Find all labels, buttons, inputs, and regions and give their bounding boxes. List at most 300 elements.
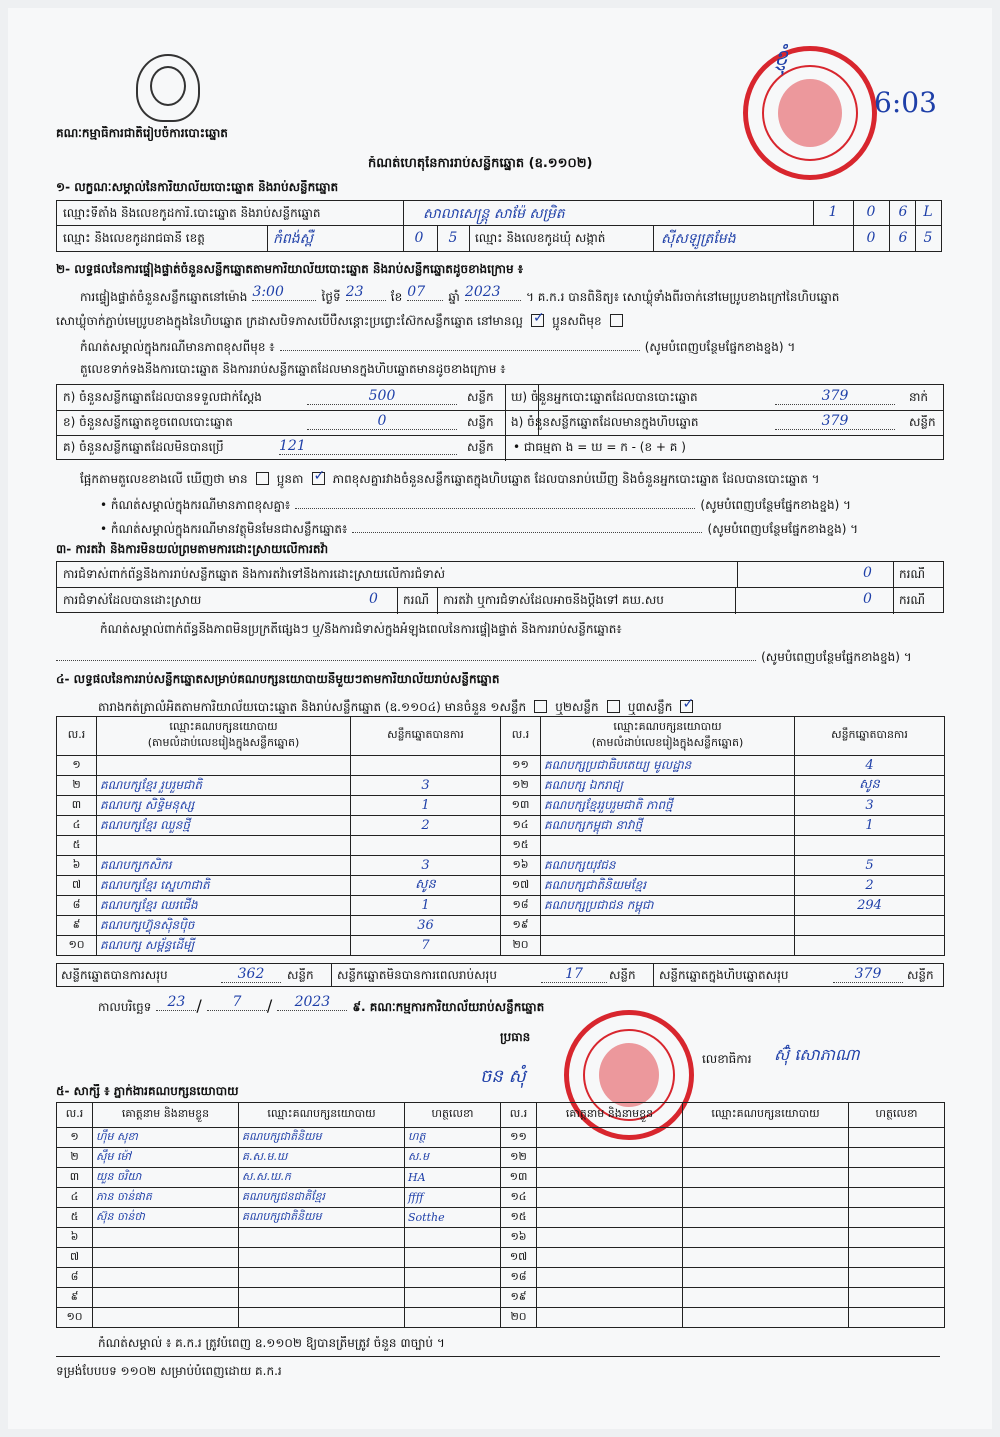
witness-party <box>239 1288 405 1308</box>
witness-name: ហ៊ឹម សុខា <box>93 1128 239 1148</box>
commune-value: ស៊ីសឡូត្រមែង <box>661 231 736 247</box>
party-votes <box>351 756 501 776</box>
party-votes: 1 <box>351 796 501 816</box>
witness-name <box>93 1308 239 1328</box>
seal-check-line <box>56 310 946 328</box>
commune-code-digit: 6 <box>898 230 908 246</box>
col-party: ឈ្មោះគណបក្សនយោបាយ <box>239 1103 405 1128</box>
table-row <box>57 1208 501 1228</box>
province-value: កំពង់ស្ពឺ <box>273 231 313 247</box>
totals-row <box>56 963 944 987</box>
table-row <box>501 1308 945 1328</box>
unit-label: នាក់ <box>909 390 929 404</box>
month-label: ខែ <box>390 290 403 304</box>
handwritten-time: 6:03 <box>874 86 937 119</box>
counts-table <box>56 384 944 460</box>
party-votes: 36 <box>351 916 501 936</box>
votes-table-left <box>56 716 501 956</box>
unit-label: សន្លឹក <box>609 968 636 982</box>
row-number: ៦ <box>57 1228 93 1248</box>
spoiled-label: ខ) ចំនួនសន្លឹកឆ្នោតខូចពេលបោះឆ្នោត <box>63 415 233 429</box>
witness-party: គ.ស.ម.ឃ <box>239 1148 405 1168</box>
note-intact-label: កំណត់សម្គាល់ក្នុងករណីមានភាពខុសពីមុខ ៖ <box>80 340 275 354</box>
office-value: សាលាសេន្រ្តុ សាម៉ែ សម្រិត <box>423 206 565 222</box>
compare-text: ផ្អែកតាមតួលេខខាងលើ ឃើញថា មាន <box>80 472 248 486</box>
party-name: គណបក្សខ្មែររួបរួមជាតិ ភាពថ្មី <box>541 796 795 816</box>
note-diff-line <box>100 494 950 510</box>
row-number: ៧ <box>57 876 97 896</box>
party-name: គណបក្សកម្ពុជា នាវាថ្មី <box>541 816 795 836</box>
witness-party <box>683 1268 849 1288</box>
resolved-label: ការជំទាស់ដែលបានដោះស្រាយ <box>63 593 202 607</box>
row-number: ១២ <box>501 776 541 796</box>
verification-text: ការផ្ទៀងផ្ទាត់ចំនួនសន្លឹកឆ្នោតនៅម៉ោង <box>80 290 248 304</box>
complaints-label: ការជំទាស់ពាក់ព័ន្ធនឹងការរាប់សន្លឹកឆ្នោត និងការតវ៉ាទៅនឹងការដោះស្រាយលើការជំទាស់ <box>63 567 446 581</box>
note-diff-label: • កំណត់សម្គាល់ក្នុងករណីមានភាពខុសគ្នា៖ <box>100 498 291 512</box>
numbers-intro: តួលេខទាក់ទងនឹងការបោះឆ្នោត និងការរាប់សន្លឹកឆ្នោតដែលមានក្នុងហិបឆ្នោតមានដូចខាងក្រោម ៖ <box>80 362 506 376</box>
voters-label: ឃ) ចំនួនអ្នកបោះឆ្នោតដែលបានបោះឆ្នោត <box>511 390 698 404</box>
sheets-3-checkbox[interactable]: ✓ <box>682 696 695 712</box>
table-row <box>501 816 945 836</box>
sheets-2-checkbox[interactable] <box>607 700 620 713</box>
in-box-value: 379 <box>775 413 895 430</box>
col-no: ល.រ <box>57 717 97 756</box>
witness-signature <box>849 1228 945 1248</box>
col-party-sub: (តាមលំដាប់លេខរៀងក្នុងសន្លឹកឆ្នោត) <box>147 736 300 749</box>
table-row <box>501 896 945 916</box>
table-row <box>57 1288 501 1308</box>
date-year: 2023 <box>277 994 347 1011</box>
office-code-digit: 0 <box>866 204 876 220</box>
equal-label: ប្អូនតា <box>276 472 304 486</box>
case-unit: ករណី <box>403 593 430 607</box>
col-name: គោត្តនាម និងនាមខ្លួន <box>93 1103 239 1128</box>
chair-signature: ចន សុំ <box>480 1066 526 1087</box>
row-number: ៨ <box>57 1268 93 1288</box>
table-row <box>501 1248 945 1268</box>
col-party-sub: (តាមលំដាប់លេខរៀងក្នុងសន្លឹកឆ្នោត) <box>591 736 744 749</box>
witness-table-right <box>500 1102 945 1328</box>
unused-value: 121 <box>279 438 457 455</box>
unit-label: សន្លឹក <box>467 440 494 454</box>
table-row <box>501 776 945 796</box>
office-row <box>56 200 942 226</box>
party-votes: 4 <box>795 756 945 776</box>
party-votes <box>795 836 945 856</box>
complaints-value: 0 <box>863 565 872 581</box>
verification-text-tail: ។ គ.ក.រ បានពិនិត្យ៖ សោឃ្លុំទាំងពីរចាក់នៅមេប្រូបខាងក្រៅនៃហិបឆ្នោត <box>526 290 840 304</box>
table-row <box>501 1188 945 1208</box>
table-row <box>57 1148 501 1168</box>
unresolved-label: ការតវ៉ា ឬការជំទាស់ដែលអាចនឹងប្តឹងទៅ គឃ.សប <box>443 593 664 607</box>
complaints-table <box>56 561 944 613</box>
party-votes: 1 <box>351 896 501 916</box>
row-number: ១១ <box>501 1128 537 1148</box>
witness-signature <box>849 1168 945 1188</box>
unit-label: សន្លឹក <box>909 415 936 429</box>
form-sheet <box>8 8 992 1429</box>
office-code-digit: 1 <box>828 204 838 220</box>
row-number: ៨ <box>57 896 97 916</box>
nec-emblem-icon <box>136 54 200 122</box>
year-label: ឆ្នាំ <box>448 290 460 304</box>
date-label: កាលបរិច្ឆេទ <box>98 1000 152 1014</box>
equal-checkbox[interactable] <box>256 472 269 485</box>
witness-party <box>683 1128 849 1148</box>
row-number: ២ <box>57 776 97 796</box>
witness-name: ភាន ចាន់ផាត <box>93 1188 239 1208</box>
table-row <box>57 756 501 776</box>
fill-hint: (សូមបំពេញបន្ថែមផ្នែកខាងខ្នង) ។ <box>707 522 859 536</box>
row-number: ១៦ <box>501 1228 537 1248</box>
party-votes: សូន <box>351 876 501 896</box>
row-number: ១៤ <box>501 1188 537 1208</box>
party-name <box>541 836 795 856</box>
row-number: ១១ <box>501 756 541 776</box>
in-box-label: ង) ចំនួនសន្លឹកឆ្នោតដែលមានក្នុងហិបឆ្នោត <box>511 415 699 429</box>
party-name: គណបក្សកសិករ <box>97 856 351 876</box>
table-row <box>57 1268 501 1288</box>
witness-party <box>683 1308 849 1328</box>
section3-note-line <box>56 646 946 662</box>
row-number: ១៧ <box>501 1248 537 1268</box>
table-row <box>501 1128 945 1148</box>
section3-note: កំណត់សម្គាល់ពាក់ព័ន្ធនឹងភាពមិនប្រក្រតីផ្សេងៗ ឬ/និងការជំទាស់ក្នុងអំឡុងពេលនៃការផ្ទៀងផ្ទាត់ និងការរាប់សន្លឹកឆ្នោត៖ <box>100 622 622 636</box>
spoiled-value: 0 <box>307 413 457 430</box>
col-party-title: ឈ្មោះគណបក្សនយោបាយ <box>169 720 278 733</box>
party-votes: 5 <box>795 856 945 876</box>
row-number: ៧ <box>57 1248 93 1268</box>
table-row <box>501 1148 945 1168</box>
witness-party: ស.ស.ឃ.ក <box>239 1168 405 1188</box>
section2-title: ២- លទ្ធផលនៃការផ្ទៀងផ្ទាត់ចំនួនសន្លឹកឆ្នោតតាមការិយាល័យបោះឆ្នោត និងរាប់សន្លឹកឆ្នោតដូចខាងក្រោម ៖ <box>56 262 524 276</box>
org-name: គណៈកម្មាធិការជាតិរៀបចំការបោះឆ្នោត <box>56 126 228 140</box>
witness-signature <box>849 1248 945 1268</box>
verification-line <box>80 284 950 302</box>
intact-option-label: ប្អូនសពិមុខ <box>552 314 602 328</box>
witness-party: គណបក្សជាតិនិយម <box>239 1208 405 1228</box>
row-number: ១៨ <box>501 1268 537 1288</box>
table-row <box>501 1288 945 1308</box>
total-valid-value: 362 <box>221 966 281 983</box>
table-row <box>57 1128 501 1148</box>
form-footer: ទម្រង់បែបបទ ១១០២ សម្រាប់បំពេញដោយ គ.ក.រ <box>56 1364 282 1378</box>
witness-party <box>683 1228 849 1248</box>
witness-name <box>537 1308 683 1328</box>
party-votes <box>795 936 945 956</box>
witness-signature <box>405 1268 501 1288</box>
case-unit: ករណី <box>899 567 926 581</box>
unit-label: សន្លឹក <box>907 968 934 982</box>
witness-signature: HA <box>405 1168 501 1188</box>
row-number: ៤ <box>57 1188 93 1208</box>
handwritten-initials: ខ្ញុំ <box>774 46 788 71</box>
party-name <box>97 756 351 776</box>
table-row <box>501 856 945 876</box>
witness-name <box>93 1228 239 1248</box>
party-name: គណបក្សប្រជាធិបតេយ្យ មូលដ្ឋាន <box>541 756 795 776</box>
witness-party <box>683 1188 849 1208</box>
voters-value: 379 <box>775 388 895 405</box>
party-name: គណបក្សខ្មែរ ឈួនថ្មី <box>97 816 351 836</box>
witness-party <box>239 1268 405 1288</box>
total-invalid-label: សន្លឹកឆ្នោតមិនបានការពេលរាប់សរុប <box>337 968 497 982</box>
witness-signature: ស.ម <box>405 1148 501 1168</box>
col-party: ឈ្មោះគណបក្សនយោបាយ <box>683 1103 849 1128</box>
party-name <box>97 836 351 856</box>
witness-name <box>537 1128 683 1148</box>
fill-hint: (សូមបំពេញបន្ថែមផ្នែកខាងខ្នង) ។ <box>644 340 796 354</box>
received-value: 500 <box>307 388 457 405</box>
unit-label: សន្លឹក <box>467 390 494 404</box>
votes-table-right <box>500 716 945 956</box>
footer-divider <box>56 1356 940 1357</box>
party-votes: 3 <box>351 856 501 876</box>
row-number: ៤ <box>57 816 97 836</box>
party-name: គណបក្សខ្មែរ រួបរួមជាតិ <box>97 776 351 796</box>
party-votes: 2 <box>795 876 945 896</box>
secretary-label: លេខាធិការ <box>702 1052 752 1066</box>
party-votes: 1 <box>795 816 945 836</box>
witness-name <box>93 1288 239 1308</box>
witness-name <box>537 1268 683 1288</box>
witness-party: គណបក្សជាតិនិយម <box>239 1128 405 1148</box>
party-name: គណបក្សខ្មែរ ឈរជើង <box>97 896 351 916</box>
unused-label: គ) ចំនួនសន្លឹកឆ្នោតដែលមិនបានប្រើ <box>63 440 224 454</box>
table-row <box>501 916 945 936</box>
sheets-1-checkbox[interactable] <box>534 700 547 713</box>
day-label: ថ្ងៃទី <box>321 290 341 304</box>
col-party <box>97 717 351 756</box>
unit-label: សន្លឹក <box>467 415 494 429</box>
section5-title: ៥- សាក្សី ៖ ភ្នាក់ងារគណបក្សនយោបាយ <box>56 1084 239 1098</box>
chair-label: ប្រធាន <box>500 1030 531 1044</box>
row-number: ១៧ <box>501 876 541 896</box>
row-number: ១៣ <box>501 1168 537 1188</box>
table-row <box>57 816 501 836</box>
commune-label: ឈ្មោះ និងលេខកូដឃុំ សង្កាត់ <box>475 231 606 245</box>
detail-sheets-text: តារាងកត់ត្រាលំអិតតាមការិយាល័យបោះឆ្នោត និងរាប់សន្លឹកឆ្នោត (ឧ.១១០៤) មានចំនួន ១សន្លឹក <box>98 700 527 714</box>
verification-time: 3:00 <box>252 284 316 301</box>
verification-year: 2023 <box>465 284 521 301</box>
witness-party <box>683 1208 849 1228</box>
witness-name: យួន ចរិយា <box>93 1168 239 1188</box>
party-name: គណបក្ស សិទ្ធិមនុស្ស <box>97 796 351 816</box>
province-code-digit: 0 <box>414 230 424 246</box>
party-votes: សូន <box>795 776 945 796</box>
row-number: ២០ <box>501 1308 537 1328</box>
table-row <box>501 1268 945 1288</box>
table-row <box>57 1168 501 1188</box>
row-number: ១ <box>57 1128 93 1148</box>
witness-name <box>537 1288 683 1308</box>
date-line: កាលបរិច្ឆេទ 23 / 7 / 2023 ៩. គណៈកម្មការការិយាល័យរាប់សន្លឹកឆ្នោត <box>98 994 545 1015</box>
witness-signature: Sotthe <box>405 1208 501 1228</box>
witness-signature: ហត្ថ <box>405 1128 501 1148</box>
witness-table-left <box>56 1102 501 1328</box>
table-row <box>57 796 501 816</box>
witness-name <box>93 1268 239 1288</box>
secretary-signature: ស៊ុំ សោភាណា <box>774 1045 860 1064</box>
col-name: គោត្តនាម និងនាមខ្លួន <box>537 1103 683 1128</box>
witness-name <box>537 1208 683 1228</box>
table-row <box>57 1188 501 1208</box>
unresolved-value: 0 <box>863 591 872 607</box>
fill-hint: (សូមបំពេញបន្ថែមផ្នែកខាងខ្នង) ។ <box>700 498 851 512</box>
party-name: គណបក្សប្រជាជន កម្ពុជា <box>541 896 795 916</box>
section4-title: ៤- លទ្ធផលនៃការរាប់សន្លឹកឆ្នោតសម្រាប់គណបក្សនយោបាយនីមួយៗតាមការិយាល័យរាប់សន្លឹកឆ្នោត <box>56 672 500 686</box>
table-row <box>501 756 945 776</box>
witness-name <box>537 1188 683 1208</box>
table-row <box>57 836 501 856</box>
table-row <box>501 1168 945 1188</box>
party-votes: 3 <box>351 776 501 796</box>
witness-party <box>683 1148 849 1168</box>
difference-checkbox[interactable]: ✓ <box>313 468 326 484</box>
col-sign: ហត្ថលេខា <box>405 1103 501 1128</box>
witness-signature <box>849 1208 945 1228</box>
sheets-2-label: ឬ២សន្លឹក <box>555 700 599 714</box>
form-title: កំណត់ហេតុនៃការរាប់សន្លឹកឆ្នោត (ឧ.១១០២) <box>368 156 593 171</box>
party-name: គណបក្សយុវជន <box>541 856 795 876</box>
total-valid-label: សន្លឹកឆ្នោតបានការសរុប <box>61 968 168 982</box>
table-row <box>57 1228 501 1248</box>
witness-name <box>93 1248 239 1268</box>
row-number: ៩ <box>57 1288 93 1308</box>
witness-signature: ffff <box>405 1188 501 1208</box>
col-party <box>541 717 795 756</box>
province-code-digit: 5 <box>448 230 458 246</box>
row-number: ១៩ <box>501 1288 537 1308</box>
table-row <box>57 1308 501 1328</box>
row-number: ១៩ <box>501 916 541 936</box>
verification-month: 07 <box>407 284 443 301</box>
table-row <box>57 856 501 876</box>
witness-name <box>537 1148 683 1168</box>
table-row <box>57 1248 501 1268</box>
party-votes <box>795 916 945 936</box>
witness-name <box>537 1168 683 1188</box>
witness-signature <box>405 1308 501 1328</box>
official-seal-top <box>743 46 877 180</box>
row-number: ១២ <box>501 1148 537 1168</box>
formula: • ជាធម្មតា ង = ឃ = ក - (ខ + គ ) <box>513 440 686 454</box>
col-no: ល.រ <box>501 1103 537 1128</box>
party-name: គណបក្សជាតិនិយមខ្មែរ <box>541 876 795 896</box>
witness-party <box>683 1248 849 1268</box>
footnote: កំណត់សម្គាល់ ៖ គ.ក.រ ត្រូវបំពេញ ឧ.១១០២ ឱ្យបានត្រឹមត្រូវ ចំនួន ៣ច្បាប់ ។ <box>98 1336 445 1350</box>
witness-party <box>683 1288 849 1308</box>
party-name: គណបក្សខ្មែរ ស្នេហាជាតិ <box>97 876 351 896</box>
case-unit: ករណី <box>899 593 926 607</box>
witness-signature <box>405 1248 501 1268</box>
resolved-value: 0 <box>369 591 378 607</box>
col-no: ល.រ <box>57 1103 93 1128</box>
section3-title: ៣- ការតវ៉ា និងការមិនយល់ព្រមតាមការដោះស្រាយលើការតវ៉ា <box>56 542 329 556</box>
col-votes: សន្លឹកឆ្នោតបានការ <box>795 717 945 756</box>
commune-code-digit: 0 <box>866 230 876 246</box>
intact-yes-checkbox[interactable]: ✓ <box>532 310 545 326</box>
detail-sheets-line <box>98 696 938 714</box>
row-number: ២០ <box>501 936 541 956</box>
witness-party <box>239 1248 405 1268</box>
col-sign: ហត្ថលេខា <box>849 1103 945 1128</box>
row-number: ១៣ <box>501 796 541 816</box>
party-name: គណបក្ស សម្ព័ន្ធដើម្បី <box>97 936 351 956</box>
witness-signature <box>849 1268 945 1288</box>
row-number: ៥ <box>57 836 97 856</box>
office-code-digit: L <box>923 204 933 220</box>
party-votes <box>351 836 501 856</box>
row-number: ៩ <box>57 916 97 936</box>
witness-signature <box>849 1148 945 1168</box>
table-row <box>501 1208 945 1228</box>
witness-name <box>537 1228 683 1248</box>
witness-name <box>537 1248 683 1268</box>
difference-label: ភាពខុសគ្នារវាងចំនួនសន្លឹកឆ្នោតក្នុងហិបឆ្នោត ដែលបានរាប់ឃើញ និងចំនួនអ្នកបោះឆ្នោត ដែលបានបោះឆ្នោត ។ <box>332 472 820 486</box>
date-suffix: ៩. គណៈកម្មការការិយាល័យរាប់សន្លឹកឆ្នោត <box>352 1000 545 1014</box>
party-name: គណបក្សហ៊្វុនស៊ិនប៉ិច <box>97 916 351 936</box>
table-row <box>501 876 945 896</box>
row-number: ១៥ <box>501 1208 537 1228</box>
witness-name: ស៊ុន ចាន់ថា <box>93 1208 239 1228</box>
note-invalid-label: • កំណត់សម្គាល់ក្នុងករណីមានវត្ថុមិនមែនជាសន្លឹកឆ្នោត៖ <box>100 522 348 536</box>
row-number: ២ <box>57 1148 93 1168</box>
party-name <box>541 936 795 956</box>
witness-party <box>239 1228 405 1248</box>
table-row <box>501 836 945 856</box>
row-number: ៦ <box>57 856 97 876</box>
table-row <box>57 916 501 936</box>
note-invalid-line <box>100 518 950 534</box>
row-number: ១៨ <box>501 896 541 916</box>
row-number: ៣ <box>57 1168 93 1188</box>
party-votes: 3 <box>795 796 945 816</box>
table-row <box>501 936 945 956</box>
party-votes: 7 <box>351 936 501 956</box>
sheets-3-label: ឬ៣សន្លឹក <box>627 700 673 714</box>
witness-party <box>683 1168 849 1188</box>
verification-day: 23 <box>346 284 386 301</box>
party-votes: 2 <box>351 816 501 836</box>
unit-label: សន្លឹក <box>287 968 314 982</box>
compare-line <box>80 468 960 486</box>
witness-party: គណបក្សជនជាតិខ្មែរ <box>239 1188 405 1208</box>
commune-code-digit: 5 <box>923 230 933 246</box>
witness-name: ស៊ឹម ម៉ៅ <box>93 1148 239 1168</box>
party-name: គណបក្ស ឯករាជ្យ <box>541 776 795 796</box>
fill-hint: (សូមបំពេញបន្ថែមផ្នែកខាងខ្នង) ។ <box>761 650 912 664</box>
col-no: ល.រ <box>501 717 541 756</box>
province-label: ឈ្មោះ និងលេខកូដរាជធានី ខេត្ត <box>63 231 205 245</box>
witness-signature <box>849 1308 945 1328</box>
witness-signature <box>849 1188 945 1208</box>
row-number: ៥ <box>57 1208 93 1228</box>
intact-no-checkbox[interactable] <box>610 314 623 327</box>
table-row <box>57 776 501 796</box>
section1-title: ១- លក្ខណៈសម្គាល់នៃការិយាល័យបោះឆ្នោត និងរាប់សន្លឹកឆ្នោត <box>56 180 339 194</box>
table-row <box>57 876 501 896</box>
row-number: ១០ <box>57 936 97 956</box>
witness-signature <box>849 1128 945 1148</box>
witness-signature <box>849 1288 945 1308</box>
row-number: ១៦ <box>501 856 541 876</box>
office-label: ឈ្មោះទីតាំង និងលេខកូដការិ.បោះឆ្នោត និងរាប់សន្លឹកឆ្នោត <box>63 206 321 220</box>
table-row <box>57 896 501 916</box>
office-code-digit: 6 <box>898 204 908 220</box>
table-row <box>57 936 501 956</box>
table-row <box>501 796 945 816</box>
